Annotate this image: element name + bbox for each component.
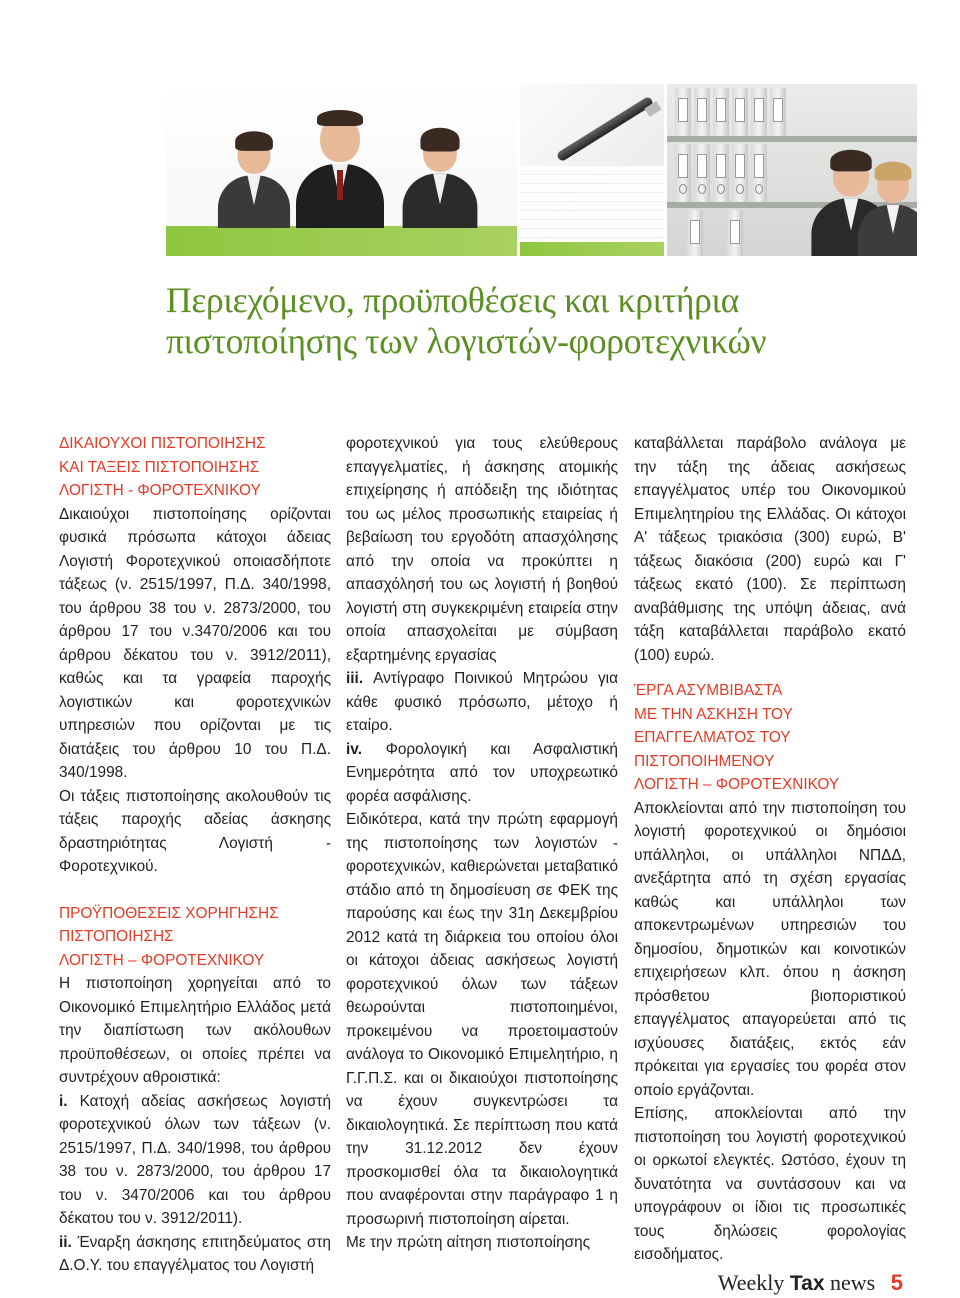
article-title bbox=[166, 280, 926, 362]
pen-on-paper-photo bbox=[520, 84, 664, 256]
section-heading-prerequisites: ΠΡΟΫΠΟΘΕΣΕΙΣ ΧΟΡΗΓΗΣΗΣ ΠΙΣΤΟΠΟΙΗΣΗΣ ΛΟΓΙΣΤΗ – ΦΟΡΟΤΕΧΝΙΚΟΥ bbox=[59, 904, 279, 969]
pen-icon bbox=[556, 96, 655, 163]
brand-suffix: news bbox=[830, 1270, 876, 1295]
person-figure bbox=[858, 166, 917, 256]
column-2 bbox=[346, 432, 618, 1255]
business-people-photo bbox=[166, 84, 517, 256]
paragraph: Με την πρώτη αίτηση πιστοποίησης bbox=[346, 1234, 591, 1251]
paragraph: Οι τάξεις πιστοποίησης ακολουθούν τις τάξεις παροχής αδείας άσκησης δραστηριότητας Λογιστή - Φοροτεχνικού. bbox=[59, 787, 331, 875]
section-heading-beneficiaries: ΔΙΚΑΙΟΥΧΟΙ ΠΙΣΤΟΠΟΙΗΣΗΣ ΚΑΙ ΤΑΞΕΙΣ ΠΙΣΤΟΠΟΙΗΣΗΣ ΛΟΓΙΣΤΗ - ΦΟΡΟΤΕΧΝΙΚΟΥ bbox=[59, 435, 266, 499]
office-binders-photo bbox=[667, 84, 917, 256]
person-figure bbox=[218, 136, 290, 228]
brand-prefix: Weekly bbox=[717, 1270, 785, 1295]
paragraph: φοροτεχνικού για τους ελεύθερους επαγγελματίες, ή άσκησης ατομικής επιχείρησης ή απόδειξη της ιδιότητας του ως μέλος προσωπικής εταιρείας ή βεβαίωση του εργοδότη απασχόλησης από την οποία να προκύπτει η απασχόλησή του ως λογιστή ή βοηθού λογιστή στη συγκεκριμένη εταιρεία στην οποία απασχολείται με σύμβαση εξαρτημένης εργασίας bbox=[346, 435, 618, 664]
paragraph: Η πιστοποίηση χορηγείται από το Οικονομικό Επιμελητήριο Ελλάδος μετά την διαπίστωση των ακόλουθων προϋποθέσεων, οι οποίες πρέπει να συντρέχουν αθροιστικά: bbox=[59, 975, 331, 1086]
header-photo-band bbox=[166, 84, 917, 256]
brand-tax: Tax bbox=[789, 1272, 825, 1295]
person-figure bbox=[296, 116, 384, 228]
title-line-2: πιστοποίησης των λογιστών-φοροτεχνικών bbox=[166, 321, 767, 361]
page-number: 5 bbox=[890, 1270, 903, 1295]
paragraph: Ειδικότερα, κατά την πρώτη εφαρμογή της πιστοποίησης των λογιστών - φοροτεχνικών, καθιερώνεται μεταβατικό στάδιο από τη δημοσίευση σε ΦΕΚ της παρούσης και έως την 31η Δεκεμβρίου 2012 κατά τη διάρκεια του οποίου όλοι οι κάτοχοι άδειας ασκήσεως λογιστή φοροτεχνικού όλων των τάξεων θεωρούνται πιστοποιημένοι, προκειμένου να προετοιμαστούν ανάλογα το Οικονομικό Επιμελητήριο, η Γ.Γ.Π.Σ. και οι δικαιούχοι πιστοποίησης να έχουν συγκεντρώσει τα δικαιολογητικά. Σε περίπτωση που κατά την 31.12.2012 δεν έχουν προσκομισθεί όλα τα δικαιολογητικά που αναφέρονται στην παράγραφο 1 η προσωρινή πιστοποίηση αίρεται. bbox=[346, 811, 618, 1228]
column-3 bbox=[634, 432, 906, 1267]
green-band bbox=[166, 226, 517, 256]
paragraph: Επίσης, αποκλείονται από την πιστοποίηση του λογιστή φοροτεχνικού οι ορκωτοί ελεγκτές. Ωστόσο, έχουν τη δυνατότητα να συντάσσουν και να υπογράφουν οι ίδιοι τις προσωπικές τους δηλώσεις φορολογίας εισοδήματος. bbox=[634, 1105, 906, 1263]
page-footer bbox=[718, 1270, 903, 1298]
paragraph: καταβάλλεται παράβολο ανάλογα με την τάξη της άδειας ασκήσεως επαγγέλματος υπέρ του Οικονομικού Επιμελητηρίου της Ελλάδας. Οι κάτοχοι Α' τάξεως τριακόσια (300) ευρώ, Β' τάξεως διακόσια (200) ευρώ και Γ' τάξεως εκατό (100). Σε περίπτωση αναβάθμισης της υπόψη άδειας, ανά τάξη καταβάλλεται παράβολο εκατό (100) ευρώ. bbox=[634, 435, 906, 664]
title-line-1: Περιεχόμενο, προϋποθέσεις και κριτήρια bbox=[166, 280, 740, 320]
person-figure bbox=[403, 133, 478, 228]
section-heading-incompatible-work: ΈΡΓΑ ΑΣΥΜΒΙΒΑΣΤΑ ΜΕ ΤΗΝ ΑΣΚΗΣΗ ΤΟΥ ΕΠΑΓΓΕΛΜΑΤΟΣ ΤΟΥ ΠΙΣΤΟΠΟΙΗΜΕΝΟΥ ΛΟΓΙΣΤΗ – ΦΟΡΟΤΕΧΝΙΚΟΥ bbox=[634, 682, 840, 793]
paragraph: Δικαιούχοι πιστοποίησης ορίζονται φυσικά πρόσωπα κάτοχοι άδειας Λογιστή Φοροτεχνικού οποιασδήποτε τάξεως (ν. 2515/1997, Π.Δ. 340/1998, του άρθρου 38 του ν. 2873/2000, του άρθρου 17 του ν.3470/2006 και του άρθρου δέκατου του ν. 3912/2011), καθώς και τα γραφεία παροχής λογιστικών και φοροτεχνικών υπηρεσιών που ορίζονται με τις διατάξεις του άρθρου 10 του Π.Δ. 340/1998. bbox=[59, 505, 331, 781]
paragraph: Αποκλείονται από την πιστοποίηση του λογιστή φοροτεχνικού οι δημόσιοι υπάλληλοι, οι υπάλληλοι ΝΠΔΔ, ανεξάρτητα από τη σχέση εργασίας καθώς και υπάλληλοι των αποκεντρωμένων υπηρεσιών του δημοσίου, δημοτικών και κοινοτικών επιχειρήσεων κλπ. όπου η άσκηση πρόσθετου βιοποριστικού επαγγέλματος απαγορεύεται από τις ισχύουσες διατάξεις, εκτός εάν πρόκειται για εργασίες του φορέα στον οποίο εργάζονται. bbox=[634, 799, 906, 1099]
list-item: iv. Φορολογική και Ασφαλιστική Ενημερότητα από τον υποχρεωτικό φορέα ασφάλισης. bbox=[346, 740, 618, 805]
list-item: i. Κατοχή αδείας ασκήσεως λογιστή φοροτεχνικού όλων των τάξεων (ν. 2515/1997, Π.Δ. 340/1998, του άρθρου 38 του ν. 2873/2000, του άρθρου 17 του ν. 3470/2006 και του άρθρου δέκατου του ν. 3912/2011). bbox=[59, 1092, 331, 1227]
list-item: iii. Αντίγραφο Ποινικού Μητρώου για κάθε φυσικό πρόσωπο, μέτοχο ή εταίρο. bbox=[346, 670, 618, 734]
column-1 bbox=[59, 432, 331, 1278]
list-item: ii. Έναρξη άσκησης επιτηδεύματος στη Δ.Ο.Υ. του επαγγέλματος του Λογιστή bbox=[59, 1233, 331, 1274]
